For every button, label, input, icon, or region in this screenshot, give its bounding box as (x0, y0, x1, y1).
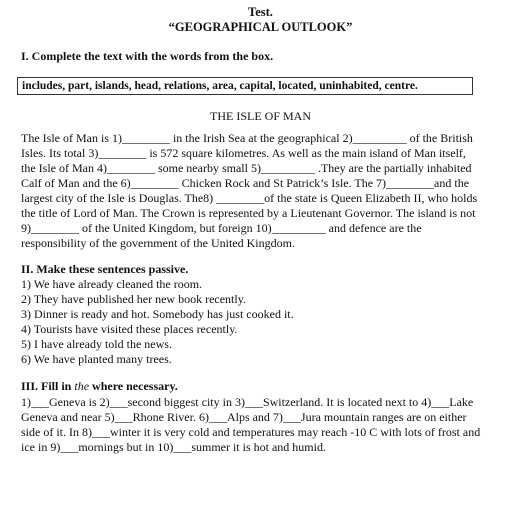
section-1-heading: I. Complete the text with the words from the box. (21, 49, 274, 63)
text-line: Isles. Its total 3)________ is 572 square kilometres. As well as the main island of Man itself, (21, 146, 466, 160)
list-item: 1) We have already cleaned the room. (21, 277, 203, 291)
text-line: 1)___Geneva is 2)___second biggest city in 3)___Switzerland. It is located next to 4)___Lake (21, 395, 474, 409)
heading-emphasis: the (74, 379, 90, 393)
text-line: side of it. In 8)___winter it is very cold and temperatures may reach -10 C with lots of frost and (21, 425, 481, 439)
list-item: 6) We have planted many trees. (21, 352, 172, 366)
geneva-text (21, 395, 507, 455)
text-line: 9)________ of the United Kingdom, but foreign 10)_________ and defence are the (21, 221, 422, 235)
text-line: the Isle of Man 4)________ some nearby small 5)_________ .They are the partially inhabited (21, 161, 472, 175)
test-label: Test. (248, 5, 273, 19)
text-title: THE ISLE OF MAN (210, 109, 311, 123)
text-line: largest city of the Isle is Douglas. The8) ________of the state is Queen Elizabeth II, who holds (21, 191, 478, 205)
text-line: Geneva and near 5)___Rhone River. 6)___Alps and 7)___Jura mountain ranges are on either (21, 410, 467, 424)
text-line: Calf of Man and the 6)________ Chicken Rock and St Patrick’s Isle. The 7)________and the (21, 176, 470, 190)
isle-of-man-text (21, 131, 507, 251)
list-item: 3) Dinner is ready and hot. Somebody has just cooked it. (21, 307, 294, 321)
section-2-heading: II. Make these sentences passive. (21, 262, 189, 276)
word-box: includes, part, islands, head, relations, area, capital, located, uninhabited, centre. (17, 77, 473, 95)
list-item: 5) I have already told the news. (21, 337, 172, 351)
text-line: responsibility of the government of the United Kingdom. (21, 236, 295, 250)
worksheet-title: “GEOGRAPHICAL OUTLOOK” (168, 20, 353, 34)
heading-text: III. Fill in (21, 379, 75, 393)
text-line: The Isle of Man is 1)________ in the Irish Sea at the geographical 2)_________ of the British (21, 131, 473, 145)
passive-sentences-list (21, 277, 294, 367)
heading-text: where necessary. (89, 379, 178, 393)
list-item: 4) Tourists have visited these places recently. (21, 322, 238, 336)
text-line: ice in 9)___mornings but in 10)___summer it is hot and humid. (21, 440, 326, 454)
list-item: 2) They have published her new book recently. (21, 292, 246, 306)
text-line: the title of Lord of Man. The Crown is represented by a Lieutenant Governor. The island is not (21, 206, 476, 220)
section-3-heading (21, 379, 178, 394)
